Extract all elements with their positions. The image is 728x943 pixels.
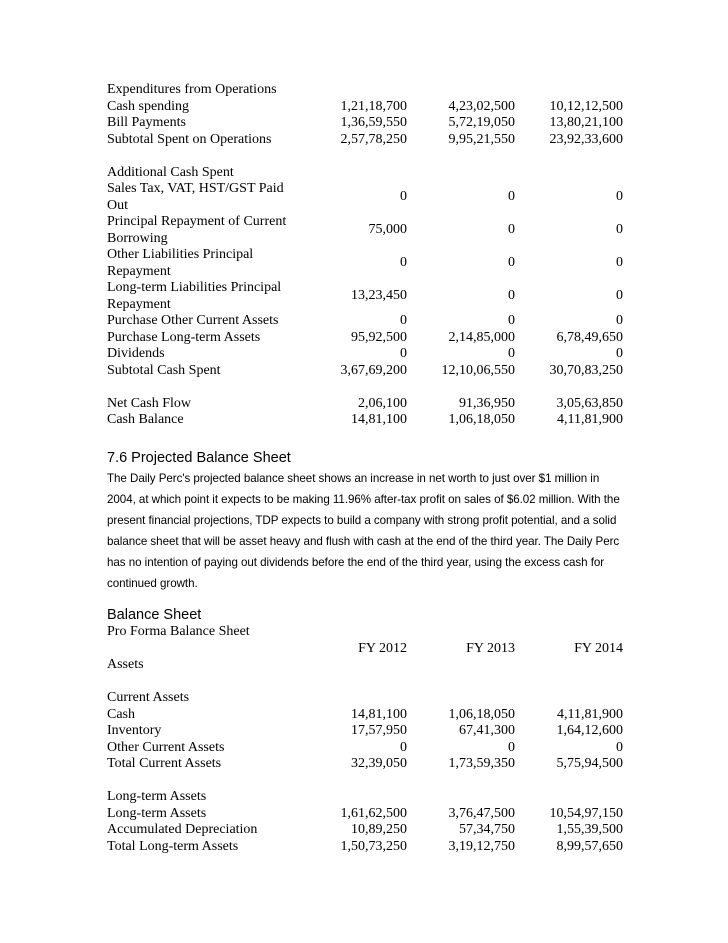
year-header: FY 2012 bbox=[358, 640, 407, 656]
table-row bbox=[107, 789, 623, 806]
table-subheading: Pro Forma Balance Sheet bbox=[107, 624, 250, 639]
cell-value: 0 bbox=[400, 739, 407, 755]
cell-value: 0 bbox=[508, 346, 515, 361]
row-label: Additional Cash Spent bbox=[107, 164, 234, 180]
cell-value: 3,76,47,500 bbox=[448, 805, 515, 821]
cell-value: 5,72,19,050 bbox=[448, 115, 515, 130]
cell-value: 13,23,450 bbox=[351, 288, 407, 304]
cell-value: 8,99,57,650 bbox=[556, 838, 623, 854]
cell-value: 2,06,100 bbox=[358, 395, 407, 411]
row-label: Cash bbox=[107, 706, 135, 722]
cell-value: 10,89,250 bbox=[351, 822, 407, 837]
table-row bbox=[107, 132, 623, 149]
row-label: Long-term Liabilities Principal Repayment bbox=[107, 280, 282, 312]
table-row bbox=[107, 707, 623, 724]
table-row bbox=[107, 280, 623, 313]
cell-value: 6,78,49,650 bbox=[556, 329, 623, 345]
table-row bbox=[107, 657, 623, 674]
spacer bbox=[107, 674, 623, 691]
cell-value: 4,23,02,500 bbox=[448, 98, 515, 114]
cell-value: 1,36,59,550 bbox=[340, 115, 407, 130]
cell-value: 75,000 bbox=[368, 222, 407, 238]
cell-value: 0 bbox=[400, 313, 407, 328]
table-row bbox=[107, 806, 623, 823]
row-label: Purchase Long-term Assets bbox=[107, 329, 261, 345]
cell-value: 23,92,33,600 bbox=[549, 131, 623, 147]
cell-value: 2,14,85,000 bbox=[448, 329, 515, 345]
row-label: Principal Repayment of Current Borrowing bbox=[107, 214, 287, 246]
table-row bbox=[107, 313, 623, 330]
table-row bbox=[107, 82, 623, 99]
cell-value: 57,34,750 bbox=[459, 822, 515, 837]
section-paragraph: The Daily Perc's projected balance sheet shows an increase in net worth to just over $1 million in 2004, at which point it expects to be making 11.96% after-tax profit on sales of $6.02 million. With the present financial projections, TDP expects to build a company with strong profit potential, and a solid balance sheet that will be asset heavy and flush with cash at the end of the third year. The Daily Perc has no intention of paying out dividends before the end of the third year, using the excess cash for continued growth. bbox=[107, 472, 620, 590]
spacer bbox=[107, 773, 623, 790]
row-label: Long-term Assets bbox=[107, 805, 207, 821]
cell-value: 1,61,62,500 bbox=[340, 805, 407, 821]
cell-value: 0 bbox=[616, 255, 623, 271]
row-label: Subtotal Spent on Operations bbox=[107, 131, 272, 147]
cell-value: 3,19,12,750 bbox=[448, 838, 515, 854]
cell-value: 0 bbox=[400, 346, 407, 361]
cell-value: 0 bbox=[508, 288, 515, 304]
cell-value: 1,64,12,600 bbox=[556, 723, 623, 738]
row-label: Subtotal Cash Spent bbox=[107, 362, 221, 378]
cell-value: 0 bbox=[400, 189, 407, 205]
row-label: Assets bbox=[107, 657, 144, 672]
cell-value: 0 bbox=[616, 346, 623, 361]
cell-value: 0 bbox=[400, 255, 407, 271]
cell-value: 10,12,12,500 bbox=[549, 98, 623, 114]
table-row bbox=[107, 363, 623, 380]
row-label: Accumulated Depreciation bbox=[107, 822, 258, 837]
row-label: Purchase Other Current Assets bbox=[107, 313, 279, 328]
row-label: Cash Balance bbox=[107, 412, 184, 427]
row-label: Long-term Assets bbox=[107, 789, 207, 804]
spacer bbox=[107, 148, 623, 165]
table-row bbox=[107, 330, 623, 347]
cell-value: 1,21,18,700 bbox=[340, 98, 407, 114]
balance-sheet-heading: Balance Sheet bbox=[107, 607, 202, 623]
row-label: Bill Payments bbox=[107, 115, 186, 130]
cell-value: 14,81,100 bbox=[351, 706, 407, 722]
cell-value: 1,50,73,250 bbox=[340, 838, 407, 854]
table-row bbox=[107, 214, 623, 247]
cell-value: 3,67,69,200 bbox=[340, 362, 407, 378]
cell-value: 10,54,97,150 bbox=[549, 805, 623, 821]
cell-value: 0 bbox=[508, 255, 515, 271]
row-label: Total Current Assets bbox=[107, 756, 222, 771]
cell-value: 0 bbox=[508, 222, 515, 238]
cell-value: 5,75,94,500 bbox=[556, 756, 623, 771]
cell-value: 14,81,100 bbox=[351, 412, 407, 427]
row-label: Current Assets bbox=[107, 690, 190, 705]
spacer bbox=[107, 379, 623, 396]
table-row bbox=[107, 839, 623, 856]
row-label: Cash spending bbox=[107, 98, 190, 114]
cell-value: 0 bbox=[508, 313, 515, 328]
cell-value: 1,55,39,500 bbox=[556, 822, 623, 837]
row-label: Other Current Assets bbox=[107, 739, 225, 755]
cell-value: 67,41,300 bbox=[459, 723, 515, 738]
table-row bbox=[107, 247, 623, 280]
table-row bbox=[107, 99, 623, 116]
table-row bbox=[107, 115, 623, 132]
table-row bbox=[107, 624, 623, 641]
table-row bbox=[107, 723, 623, 740]
cell-value: 4,11,81,900 bbox=[557, 706, 623, 722]
table-row bbox=[107, 396, 623, 413]
table-row bbox=[107, 756, 623, 773]
row-label: Net Cash Flow bbox=[107, 395, 191, 411]
cell-value: 91,36,950 bbox=[459, 395, 515, 411]
cell-value: 0 bbox=[616, 222, 623, 238]
table-row bbox=[107, 822, 623, 839]
cell-value: 2,57,78,250 bbox=[340, 131, 407, 147]
cell-value: 3,05,63,850 bbox=[556, 395, 623, 411]
year-header: FY 2014 bbox=[574, 640, 623, 656]
year-header: FY 2013 bbox=[466, 640, 515, 656]
row-label: Other Liabilities Principal Repayment bbox=[107, 247, 254, 279]
table-row bbox=[107, 740, 623, 757]
cell-value: 13,80,21,100 bbox=[549, 115, 623, 130]
cell-value: 1,06,18,050 bbox=[448, 706, 515, 722]
row-label: Total Long-term Assets bbox=[107, 838, 239, 854]
balance-sheet-table bbox=[107, 624, 623, 855]
cell-value: 0 bbox=[616, 189, 623, 205]
cell-value: 9,95,21,550 bbox=[448, 131, 515, 147]
cell-value: 4,11,81,900 bbox=[557, 412, 623, 427]
table-row bbox=[107, 165, 623, 182]
cell-value: 12,10,06,550 bbox=[441, 362, 515, 378]
cell-value: 0 bbox=[616, 313, 623, 328]
row-label: Dividends bbox=[107, 346, 165, 361]
cell-value: 32,39,050 bbox=[351, 756, 407, 771]
row-label: Expenditures from Operations bbox=[107, 82, 277, 97]
table-row bbox=[107, 181, 623, 214]
table-row bbox=[107, 346, 623, 363]
cell-value: 1,06,18,050 bbox=[448, 412, 515, 427]
cell-value: 17,57,950 bbox=[351, 723, 407, 738]
cash-flow-table bbox=[107, 82, 623, 429]
row-label: Sales Tax, VAT, HST/GST Paid Out bbox=[107, 181, 284, 213]
row-label: Inventory bbox=[107, 723, 162, 738]
cell-value: 0 bbox=[508, 189, 515, 205]
cell-value: 0 bbox=[616, 288, 623, 304]
cell-value: 0 bbox=[616, 739, 623, 755]
section-title: 7.6 Projected Balance Sheet bbox=[107, 450, 291, 466]
table-row bbox=[107, 412, 623, 429]
table-row bbox=[107, 690, 623, 707]
cell-value: 30,70,83,250 bbox=[549, 362, 623, 378]
cell-value: 95,92,500 bbox=[351, 329, 407, 345]
cell-value: 1,73,59,350 bbox=[448, 756, 515, 771]
cell-value: 0 bbox=[508, 739, 515, 755]
year-header-row bbox=[107, 641, 623, 658]
